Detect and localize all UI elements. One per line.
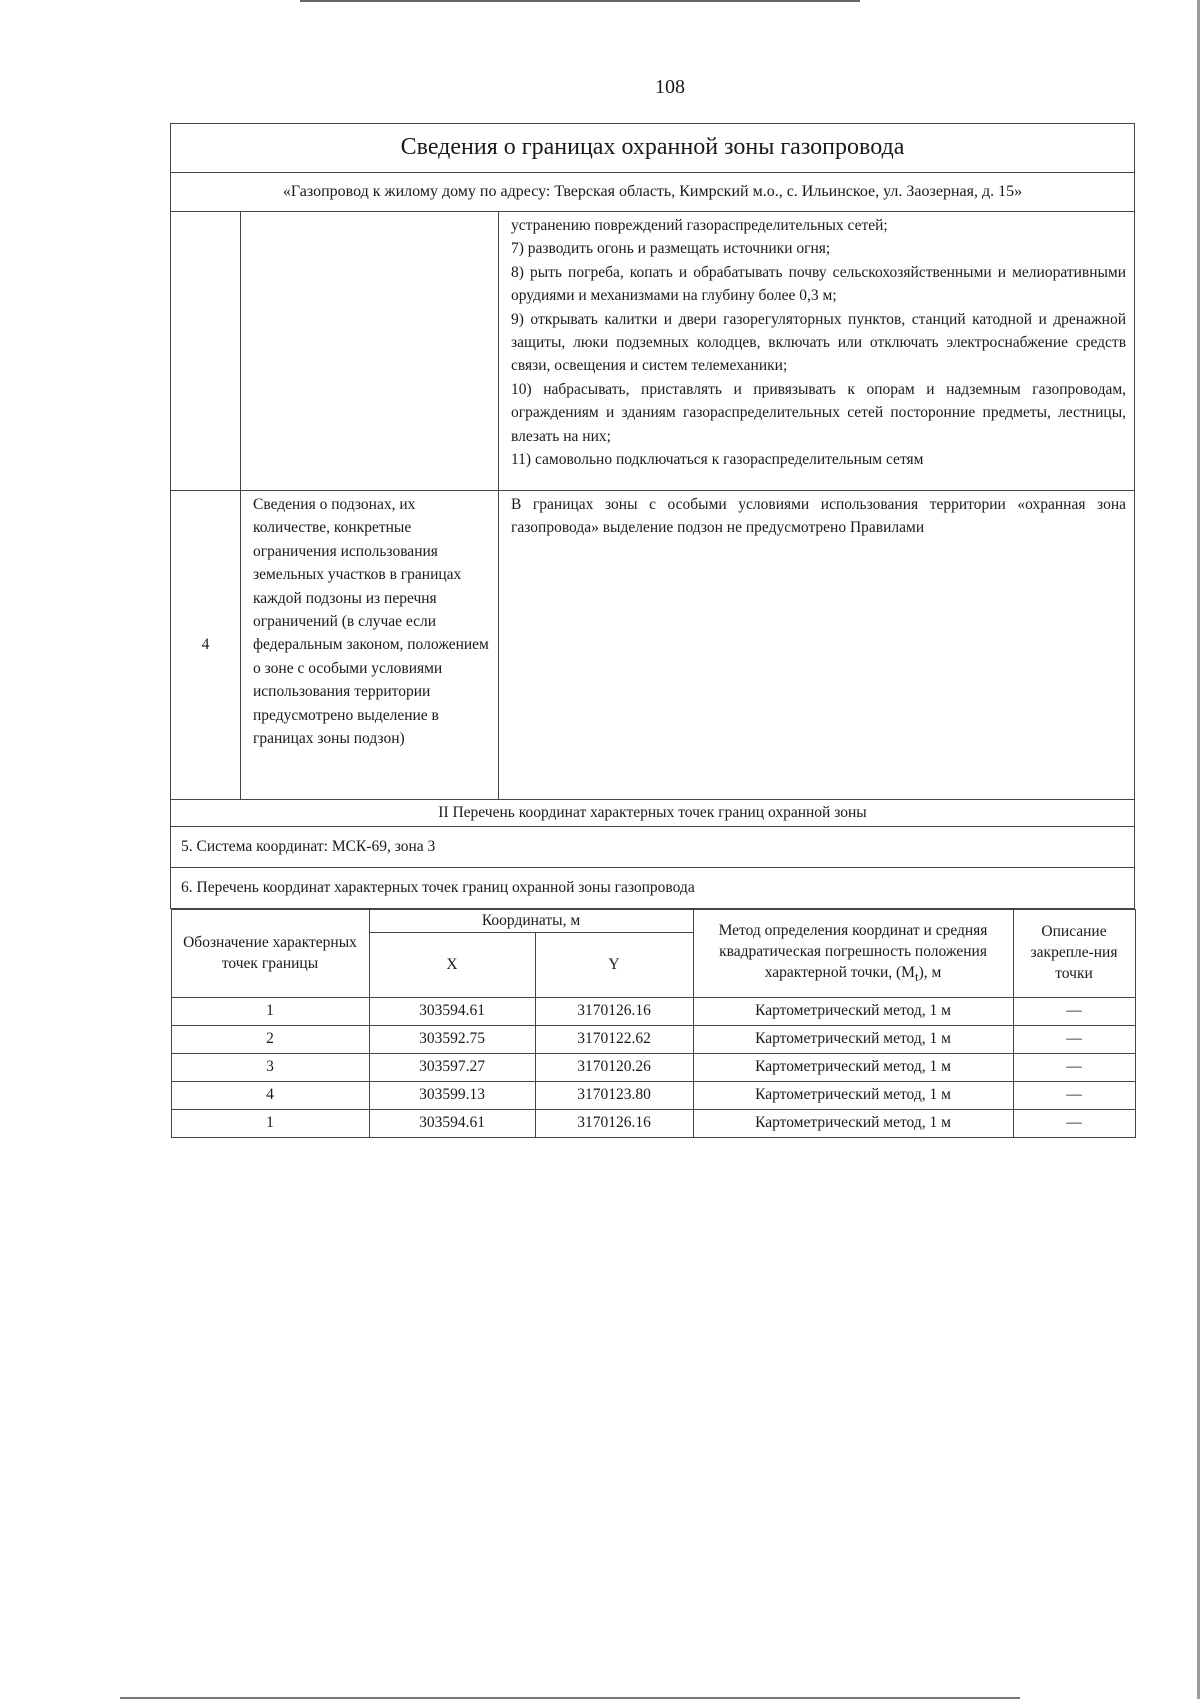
table-row — [171, 1054, 1135, 1082]
page-number: 108 — [655, 76, 685, 98]
header-coordinates: Координаты, м — [369, 910, 693, 933]
restrictions-label-cell — [241, 212, 499, 491]
point-description: — — [1013, 1110, 1135, 1138]
coord-system-row — [171, 827, 1135, 868]
restriction-line: 11) самовольно подключаться к газораспределительным сетям — [511, 450, 924, 468]
restrictions-text — [499, 212, 1135, 491]
header-method — [693, 910, 1013, 998]
restrictions-number-cell — [171, 212, 241, 491]
header-method-unit: ), м — [918, 964, 942, 982]
restrictions-row — [171, 212, 1135, 491]
point-method: Картометрический метод, 1 м — [693, 998, 1013, 1026]
point-method: Картометрический метод, 1 м — [693, 1082, 1013, 1110]
point-x: 303594.61 — [369, 1110, 535, 1138]
header-designation: Обозначение характерных точек границы — [171, 910, 369, 998]
point-description: — — [1013, 1054, 1135, 1082]
point-method: Картометрический метод, 1 м — [693, 1026, 1013, 1054]
point-method: Картометрический метод, 1 м — [693, 1110, 1013, 1138]
header-x: X — [369, 933, 535, 998]
scan-top-edge — [300, 0, 860, 5]
section2-title: II Перечень координат характерных точек границ охранной зоны — [171, 800, 1135, 827]
point-number: 1 — [171, 1110, 369, 1138]
point-y: 3170126.16 — [535, 998, 693, 1026]
restriction-line: 7) разводить огонь и размещать источники огня; — [511, 240, 831, 258]
points-list-title: 6. Перечень координат характерных точек границ охранной зоны газопровода — [171, 868, 1135, 909]
coords-table-container — [171, 909, 1135, 1139]
point-x: 303597.27 — [369, 1054, 535, 1082]
subzones-number: 4 — [171, 491, 241, 800]
points-title-row — [171, 868, 1135, 909]
restriction-line: 9) открывать калитки и двери газорегуляторных пунктов, станций катодной и дренажной защиты, люки подземных колодцев, включать или отключать электроснабжение средств связи, освещения и систем телемеханики; — [511, 310, 1127, 375]
point-y: 3170122.62 — [535, 1026, 693, 1054]
header-y: Y — [535, 933, 693, 998]
header-method-text: Метод определения координат и средняя квадратическая погрешность положения характерной точки, (M — [718, 922, 988, 982]
protection-zone-table — [170, 123, 1135, 1138]
coords-table-row — [171, 909, 1135, 1139]
table-row — [171, 998, 1135, 1026]
coordinates-table — [171, 909, 1136, 1138]
restriction-line: 10) набрасывать, приставлять и привязывать к опорам и надземным газопроводам, ограждениям и зданиям газораспределительных сетей посторонние предметы, лестницы, влезать на них; — [511, 380, 1127, 445]
point-y: 3170126.16 — [535, 1110, 693, 1138]
document-title: Сведения о границах охранной зоны газопровода — [171, 124, 1135, 173]
point-number: 3 — [171, 1054, 369, 1082]
header-method-subscript: t — [914, 969, 919, 985]
point-description: — — [1013, 1082, 1135, 1110]
object-address: «Газопровод к жилому дому по адресу: Тверская область, Кимрский м.о., с. Ильинское, ул. Заозерная, д. 15» — [171, 173, 1135, 212]
subzones-text: В границах зоны с особыми условиями использования территории «охранная зона газопровода» выделение подзон не предусмотрено Правилами — [499, 491, 1135, 800]
coords-header-row-1 — [171, 910, 1135, 933]
title-row — [171, 124, 1135, 173]
address-row — [171, 173, 1135, 212]
point-x: 303599.13 — [369, 1082, 535, 1110]
section2-row — [171, 800, 1135, 827]
restriction-line: устранению повреждений газораспределительных сетей; — [511, 217, 888, 234]
header-description: Описание закрепле-ния точки — [1013, 910, 1135, 998]
table-row — [171, 1082, 1135, 1110]
subzones-label: Сведения о подзонах, их количестве, конкретные ограничения использования земельных участков в границах каждой подзоны из перечня ограничений (в случае если федеральным законом, положением о зоне с особыми условиями использования территории предусмотрено выделение в границах зоны подзон) — [241, 491, 499, 800]
table-row — [171, 1026, 1135, 1054]
point-x: 303592.75 — [369, 1026, 535, 1054]
scan-bottom-edge — [120, 1694, 1020, 1699]
point-description: — — [1013, 1026, 1135, 1054]
table-row — [171, 1110, 1135, 1138]
point-y: 3170120.26 — [535, 1054, 693, 1082]
coordinate-system: 5. Система координат: МСК-69, зона 3 — [171, 827, 1135, 868]
point-y: 3170123.80 — [535, 1082, 693, 1110]
point-description: — — [1013, 998, 1135, 1026]
restriction-line: 8) рыть погреба, копать и обрабатывать почву сельскохозяйственными и мелиоративными орудиями и механизмами на глубину более 0,3 м; — [511, 263, 1127, 305]
point-number: 2 — [171, 1026, 369, 1054]
point-number: 4 — [171, 1082, 369, 1110]
point-number: 1 — [171, 998, 369, 1026]
subzones-row — [171, 491, 1135, 800]
point-method: Картометрический метод, 1 м — [693, 1054, 1013, 1082]
point-x: 303594.61 — [369, 998, 535, 1026]
